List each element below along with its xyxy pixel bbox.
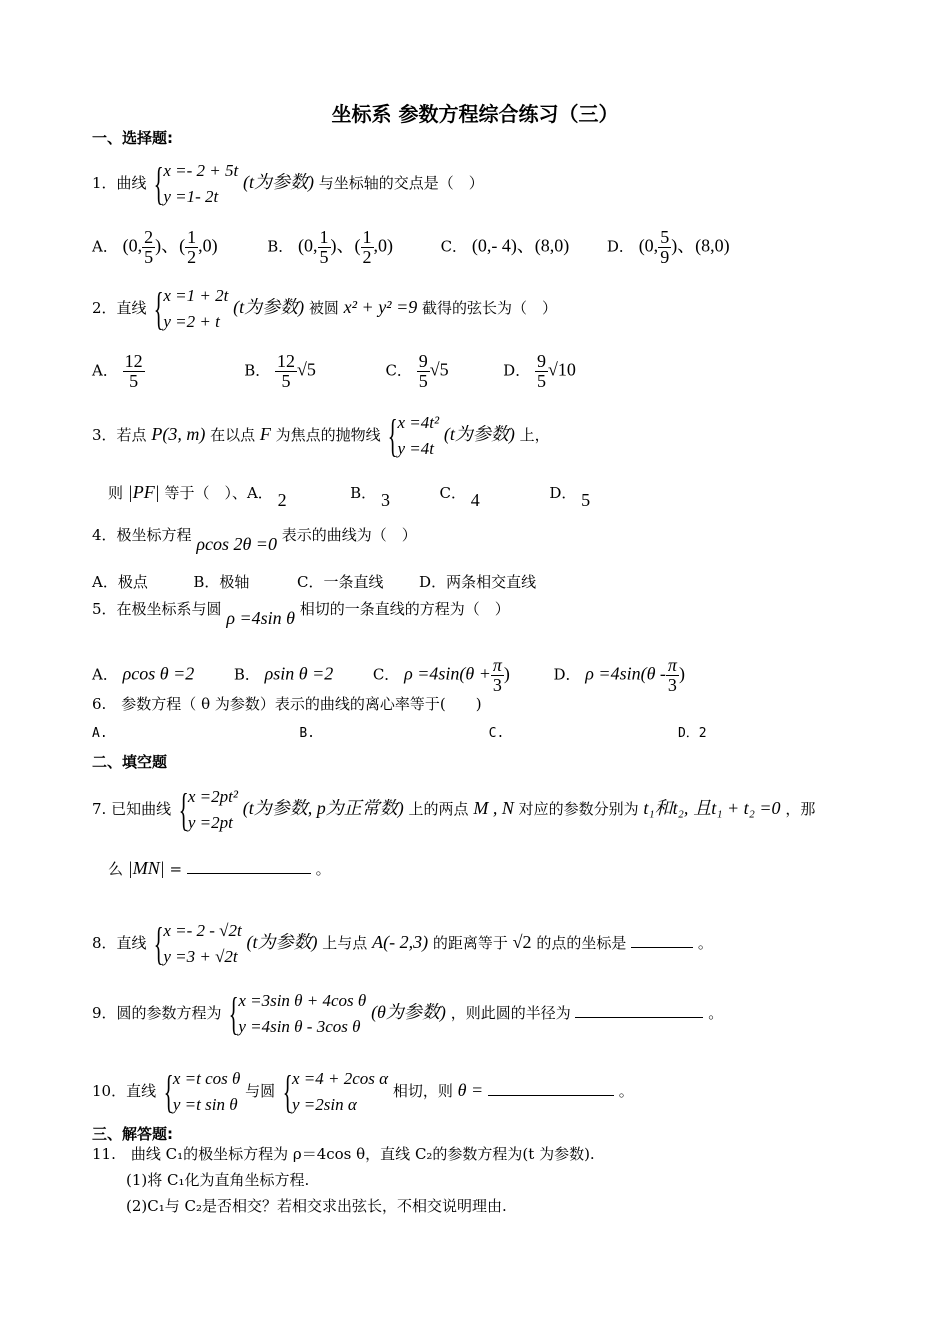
q5-prefix: 5．在极坐标系与圆 xyxy=(92,600,222,618)
q4-option-c: C．一条直线 xyxy=(297,573,384,591)
q9-system: { x =3sin θ + 4cos θ y =4sin θ - 3cos θ xyxy=(229,988,367,1039)
q3-line2 xyxy=(108,482,591,510)
question-11: 11. 曲线 C₁的极坐标方程为 ρ＝4cos θ，直线 C₂的参数方程为(t 为参数). xyxy=(92,1145,595,1163)
q2-option-c: C． xyxy=(385,361,412,380)
q2-options: A． $\frac{12}{5}$ B． $\frac{12}{5}$ √5 C． $\frac{9}{5}$ √5 D． $\frac{9}{5}$ √10 xyxy=(92,351,576,391)
q8-point: A(- 2,3) xyxy=(372,932,429,952)
q2-option-d: D． xyxy=(503,361,531,380)
q4-option-b: B．极轴 xyxy=(193,573,250,591)
q6-option-c: C. xyxy=(488,726,505,741)
q5-suffix: 相切的一条直线的方程为（ ） xyxy=(299,600,510,618)
q3-system: { x =4t² y =4t xyxy=(388,410,440,461)
q9-answer-blank[interactable] xyxy=(575,1003,703,1018)
q5-option-d: D． xyxy=(553,665,581,684)
q7-t1t2: t₁和t₂, xyxy=(643,798,689,818)
q3-option-b-value: 3 xyxy=(380,490,390,510)
q2-param: (t为参数) xyxy=(233,297,305,317)
q1-eq2: y =1- 2t xyxy=(163,187,219,206)
q3-mid2: 为焦点的抛物线 xyxy=(275,426,381,444)
q9-prefix: 9．圆的参数方程为 xyxy=(92,1004,222,1022)
q10-mid: 与圆 xyxy=(245,1082,276,1100)
q7-line2 xyxy=(108,858,331,879)
q7-end: 。 xyxy=(315,860,331,878)
q3-option-a-value: 2 xyxy=(277,490,287,510)
q2-prefix: 2．直线 xyxy=(92,299,147,317)
q8-eq1: x =- 2 - √2t xyxy=(163,921,242,940)
q1-param: (t为参数) xyxy=(242,172,314,192)
q9-suffix: ，则此圆的半径为 xyxy=(450,1004,571,1022)
q10-eq2: y =t sin θ xyxy=(172,1095,238,1114)
q2-eq2: y =2 + t xyxy=(163,312,220,331)
q5-options: A． ρcos θ =2 B． ρsin θ =2 C． ρ =4sin(θ + $\frac{\pi}{3}$ ) D． ρ =4sin(θ - $\frac{\pi}{3}$ ) xyxy=(92,655,685,695)
q4-prefix: 4．极坐标方程 xyxy=(92,526,192,544)
q7-prefix: 7. 已知曲线 xyxy=(92,800,172,818)
q6-option-d: D．2 xyxy=(677,726,707,741)
q7-equals: = xyxy=(169,860,183,878)
q3-option-d: D． xyxy=(549,484,577,502)
q1-option-c: C． xyxy=(440,237,468,256)
q10-theta: θ = xyxy=(457,1080,484,1100)
q5-option-a: A． xyxy=(92,665,118,684)
question-7 xyxy=(92,784,815,836)
question-5 xyxy=(92,598,510,628)
q1-system: { x =- 2 + 5t y =1- 2t xyxy=(154,158,239,209)
q8-system: { x =- 2 - √2t y =3 + √2t xyxy=(154,918,242,969)
q3-line2-mid: 等于（ ）、A． xyxy=(164,484,273,502)
question-3 xyxy=(92,410,550,462)
q2-option-b: B． xyxy=(244,361,271,380)
q8-eq2: y =3 + √2t xyxy=(163,947,238,966)
q8-suffix: 的点的坐标是 xyxy=(536,934,627,952)
q6-option-b: B. xyxy=(299,726,315,741)
section-choice: 一、选择题: xyxy=(92,129,173,147)
q10-prefix: 10．直线 xyxy=(92,1082,157,1100)
q3-prefix: 3．若点 xyxy=(92,426,147,444)
q7-answer-blank[interactable] xyxy=(187,859,311,874)
question-1 xyxy=(92,158,484,210)
q11-part1: (1)将 C₁化为直角坐标方程. xyxy=(126,1171,310,1189)
q3-param: (t为参数) xyxy=(443,424,515,444)
q3-line2-prefix: 则 xyxy=(108,484,124,502)
q2-option-a: A． xyxy=(92,361,118,380)
q6-option-a: A. xyxy=(92,726,108,741)
q3-eq1: x =4t² xyxy=(397,413,440,432)
q7-eq2: y =2pt xyxy=(187,813,233,832)
q3-option-c-value: 4 xyxy=(470,490,480,510)
q1-option-b: B． xyxy=(267,237,294,256)
q3-pf: |PF| xyxy=(127,482,160,502)
question-6: 6. 参数方程（ θ 为参数）表示的曲线的离心率等于( ) xyxy=(92,695,482,713)
q7-mid1: 上的两点 xyxy=(408,800,469,818)
q3-option-c: C． xyxy=(439,484,467,502)
q7-param: (t为参数, p为正常数) xyxy=(242,798,404,818)
question-9 xyxy=(92,988,723,1040)
q4-option-d: D．两条相交直线 xyxy=(419,573,537,591)
q5-option-b-value: ρsin θ =2 xyxy=(264,663,334,684)
q10-circle-system: { x =4 + 2cos α y =2sin α xyxy=(282,1066,389,1117)
q7-line2-prefix: 么 xyxy=(108,860,124,878)
q1-option-a: A． xyxy=(92,237,118,256)
question-8 xyxy=(92,918,713,970)
q11-part2: (2)C₁与 C₂是否相交？若相交求出弦长，不相交说明理由. xyxy=(126,1197,507,1215)
q1-eq1: x =- 2 + 5t xyxy=(163,161,239,180)
q10-eq1: x =t cos θ xyxy=(172,1069,241,1088)
q3-suffix: 上， xyxy=(519,426,550,444)
q7-abs-mn: |MN| xyxy=(127,858,165,878)
q10-answer-blank[interactable] xyxy=(488,1081,614,1096)
q1-options: A． (0, $\frac{2}{5}$ )、( $\frac{1}{2}$ ,0) B． (0, $\frac{1}{5}$ )、( $\frac{1}{2}$ ,0) C． (0,- 4)、(8,0) D． (0, $\frac{5}{9}$ )、(8,0) xyxy=(92,227,730,267)
q8-mid1: 上与点 xyxy=(322,934,368,952)
q1-option-c-value: (0,- 4)、(8,0) xyxy=(471,235,570,256)
q8-prefix: 8．直线 xyxy=(92,934,147,952)
q3-option-b: B． xyxy=(350,484,377,502)
q8-param: (t为参数) xyxy=(246,932,318,952)
q7-mn: M , N xyxy=(473,798,514,818)
question-2 xyxy=(92,283,557,335)
q7-mid2: 对应的参数分别为 xyxy=(518,800,639,818)
q7-suffix: ，那 xyxy=(785,800,816,818)
q10-end: 。 xyxy=(618,1082,634,1100)
q5-equation: ρ =4sin θ xyxy=(226,608,295,628)
q10-line-system: { x =t cos θ y =t sin θ xyxy=(163,1066,241,1117)
q3-focus: F xyxy=(259,424,271,444)
q9-eq1: x =3sin θ + 4cos θ xyxy=(238,991,367,1010)
q4-suffix: 表示的曲线为（ ） xyxy=(281,526,417,544)
q7-condition: 且t₁ + t₂ =0 xyxy=(693,798,781,818)
q7-eq1: x =2pt² xyxy=(187,787,238,806)
q9-param: (θ为参数) xyxy=(371,1002,446,1022)
q1-prefix: 1．曲线 xyxy=(92,174,147,192)
q1-suffix: 与坐标轴的交点是（ ） xyxy=(318,174,484,192)
q2-system: { x =1 + 2t y =2 + t xyxy=(154,283,229,334)
question-10 xyxy=(92,1066,634,1118)
q6-options xyxy=(92,724,707,744)
q2-suffix: 截得的弦长为（ ） xyxy=(422,299,558,317)
q3-option-d-value: 5 xyxy=(581,490,591,510)
q8-distance: √2 xyxy=(512,932,532,952)
question-4 xyxy=(92,524,417,554)
q3-eq2: y =4t xyxy=(397,439,434,458)
q1-option-d: D． xyxy=(606,237,634,256)
q5-option-a-value: ρcos θ =2 xyxy=(122,663,195,684)
q3-point: P(3, m) xyxy=(151,424,206,444)
q10-eq4: y =2sin α xyxy=(291,1095,357,1114)
section-solve: 三、解答题: xyxy=(92,1125,173,1143)
q8-mid2: 的距离等于 xyxy=(432,934,508,952)
q4-option-a: A．极点 xyxy=(92,573,148,591)
q2-eq1: x =1 + 2t xyxy=(163,286,229,305)
q10-eq3: x =4 + 2cos α xyxy=(291,1069,389,1088)
q2-circle: x² + y² =9 xyxy=(343,297,418,317)
q10-suffix: 相切，则 xyxy=(392,1082,453,1100)
q5-option-c: C． xyxy=(372,665,400,684)
q9-end: 。 xyxy=(708,1004,724,1022)
q5-option-b: B． xyxy=(233,665,260,684)
q9-eq2: y =4sin θ - 3cos θ xyxy=(238,1017,361,1036)
section-fill: 二、填空题 xyxy=(92,753,168,771)
q3-mid1: 在以点 xyxy=(210,426,256,444)
q2-mid: 被圆 xyxy=(308,299,339,317)
page-title: 坐标系 参数方程综合练习（三） xyxy=(331,102,619,126)
q7-system: { x =2pt² y =2pt xyxy=(178,784,238,835)
q4-equation: ρcos 2θ =0 xyxy=(196,534,277,554)
q8-answer-blank[interactable] xyxy=(631,933,693,948)
q4-options xyxy=(92,572,536,592)
q8-end: 。 xyxy=(697,934,713,952)
